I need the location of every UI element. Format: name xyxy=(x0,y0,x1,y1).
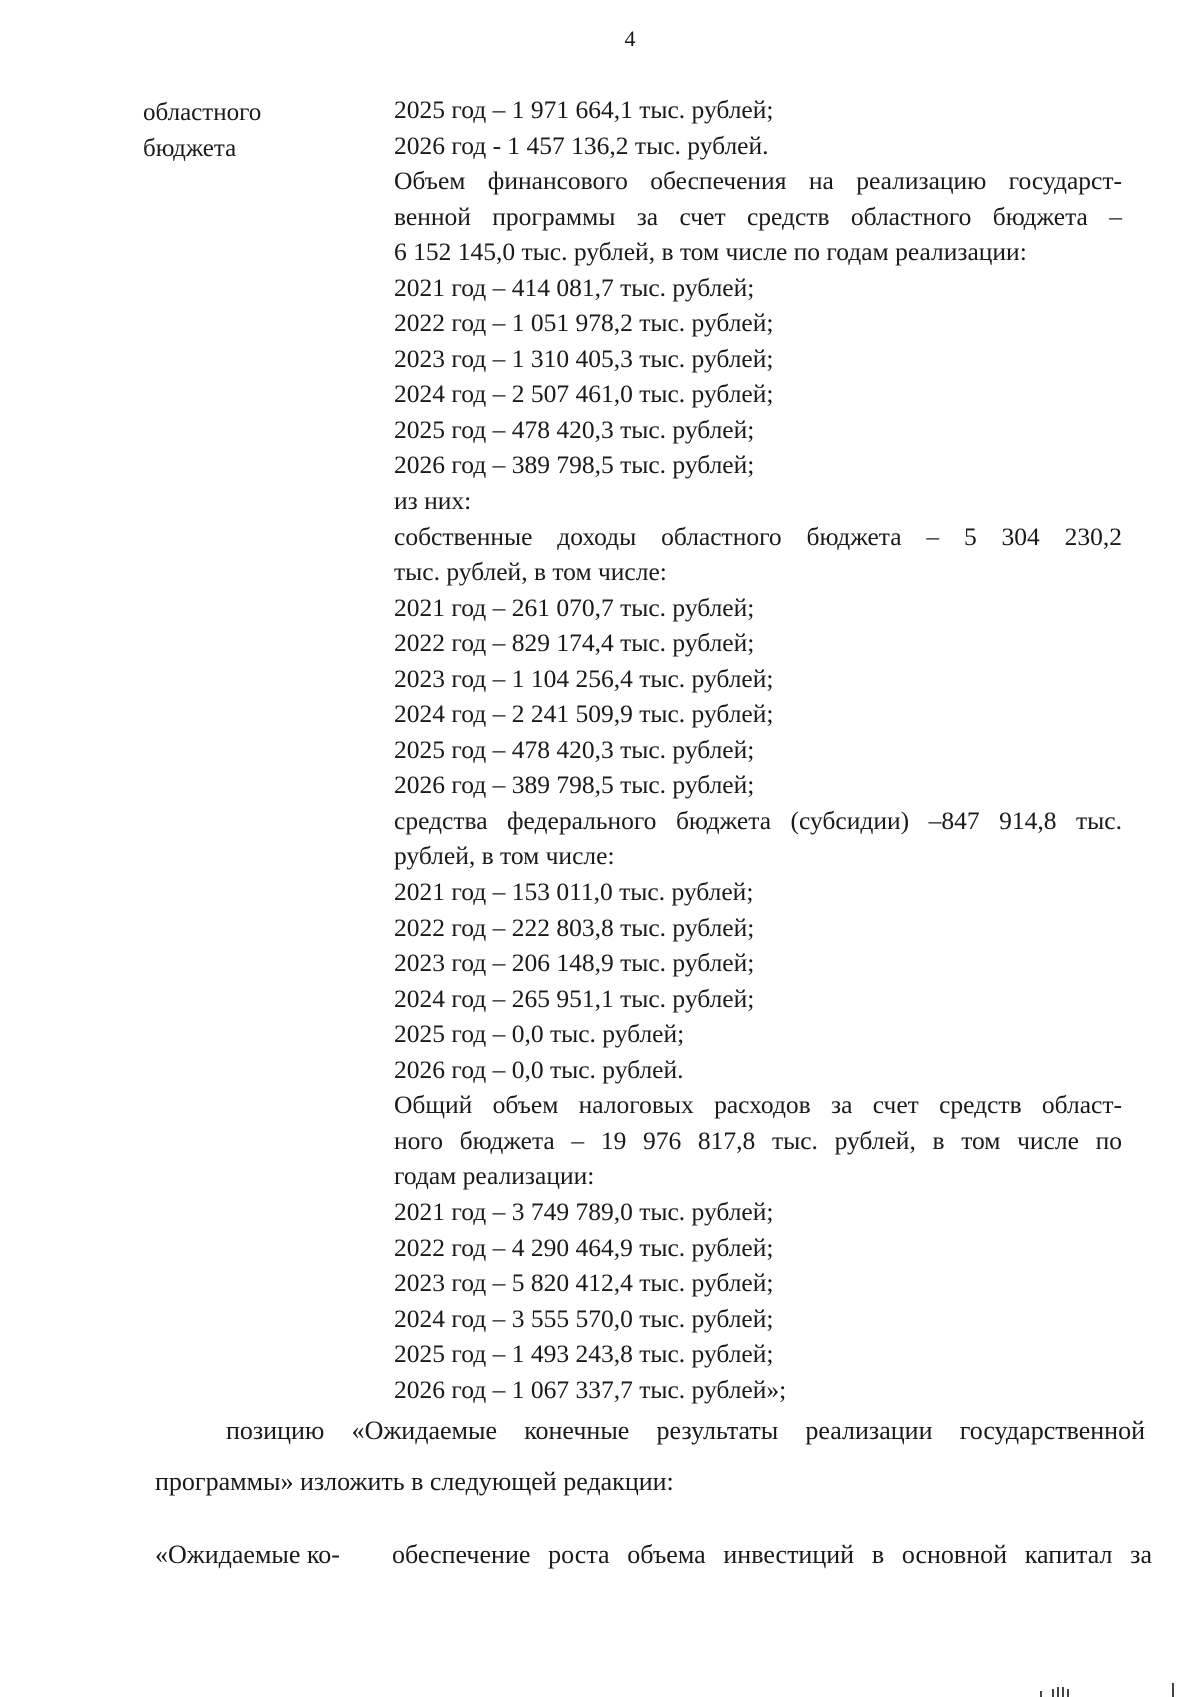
text-line: 2023 год – 206 148,9 тыс. рублей; xyxy=(394,948,755,978)
page-number: 4 xyxy=(624,26,636,51)
text-line: 6 152 145,0 тыс. рублей, в том числе по годам реализации: xyxy=(394,237,1027,267)
text-line: из них: xyxy=(394,486,472,516)
text-line: 2026 год - 1 457 136,2 тыс. рублей. xyxy=(394,130,769,160)
text-line: собственные доходы областного бюджета – 5 304 230,2 xyxy=(394,521,1122,551)
text-line: 2022 год – 829 174,4 тыс. рублей; xyxy=(394,628,755,658)
text-line: Объем финансового обеспечения на реализацию государст- xyxy=(394,166,1122,196)
text-line: 2025 год – 478 420,3 тыс. рублей; xyxy=(394,414,755,444)
text-line: 2021 год – 414 081,7 тыс. рублей; xyxy=(394,272,755,302)
left-column-label xyxy=(143,95,261,166)
text-line: 2022 год – 4 290 464,9 тыс. рублей; xyxy=(394,1232,774,1262)
text-line: ного бюджета – 19 976 817,8 тыс. рублей, в том числе по xyxy=(394,1125,1122,1155)
left-column-line: областного xyxy=(143,99,262,126)
text-line: 2024 год – 3 555 570,0 тыс. рублей; xyxy=(394,1303,774,1333)
amendment-paragraph: позицию «Ожидаемые конечные результаты реализации государственной программы» изложить в следующей редакции: xyxy=(155,1416,1145,1496)
text-line: 2025 год – 1 493 243,8 тыс. рублей; xyxy=(394,1339,774,1369)
text-line: 2022 год – 1 051 978,2 тыс. рублей; xyxy=(394,308,774,338)
scan-artifact-marks xyxy=(1040,1683,1180,1697)
text-line: 2021 год – 153 011,0 тыс. рублей; xyxy=(394,877,754,907)
text-line: рублей, в том числе: xyxy=(394,841,615,871)
text-line: 2026 год – 389 798,5 тыс. рублей; xyxy=(394,450,755,480)
text-line: 2024 год – 2 241 509,9 тыс. рублей; xyxy=(394,699,774,729)
text-line: 2026 год – 389 798,5 тыс. рублей; xyxy=(394,770,755,800)
text-line: 2023 год – 1 104 256,4 тыс. рублей; xyxy=(394,663,774,693)
text-line: 2024 год – 265 951,1 тыс. рублей; xyxy=(394,983,755,1013)
text-line: Общий объем налоговых расходов за счет средств област- xyxy=(394,1090,1122,1120)
text-line: тыс. рублей, в том числе: xyxy=(394,557,667,587)
text-line: 2021 год – 3 749 789,0 тыс. рублей; xyxy=(394,1196,774,1226)
text-line: 2025 год – 1 971 664,1 тыс. рублей; xyxy=(394,95,774,124)
funding-details-column xyxy=(394,92,1122,1407)
expected-results-text: обеспечение роста объема инвестиций в основной капитал за xyxy=(392,1540,1152,1569)
text-line: 2025 год – 478 420,3 тыс. рублей; xyxy=(394,734,755,764)
expected-results-label: «Ожидаемые ко- xyxy=(155,1540,340,1569)
text-line: средства федерального бюджета (субсидии) –847 914,8 тыс. xyxy=(394,805,1122,835)
left-column-line: бюджета xyxy=(143,134,237,162)
text-line: 2022 год – 222 803,8 тыс. рублей; xyxy=(394,912,755,942)
text-line: 2021 год – 261 070,7 тыс. рублей; xyxy=(394,592,755,622)
text-line: годам реализации: xyxy=(394,1161,595,1191)
text-line: 2025 год – 0,0 тыс. рублей; xyxy=(394,1019,685,1049)
text-line: 2024 год – 2 507 461,0 тыс. рублей; xyxy=(394,379,774,409)
text-line: венной программы за счет средств областного бюджета – xyxy=(394,201,1122,231)
text-line: 2026 год – 0,0 тыс. рублей. xyxy=(394,1054,684,1084)
text-line: 2023 год – 1 310 405,3 тыс. рублей; xyxy=(394,343,774,373)
text-line: 2023 год – 5 820 412,4 тыс. рублей; xyxy=(394,1268,774,1298)
text-line: 2026 год – 1 067 337,7 тыс. рублей»; xyxy=(394,1374,787,1404)
